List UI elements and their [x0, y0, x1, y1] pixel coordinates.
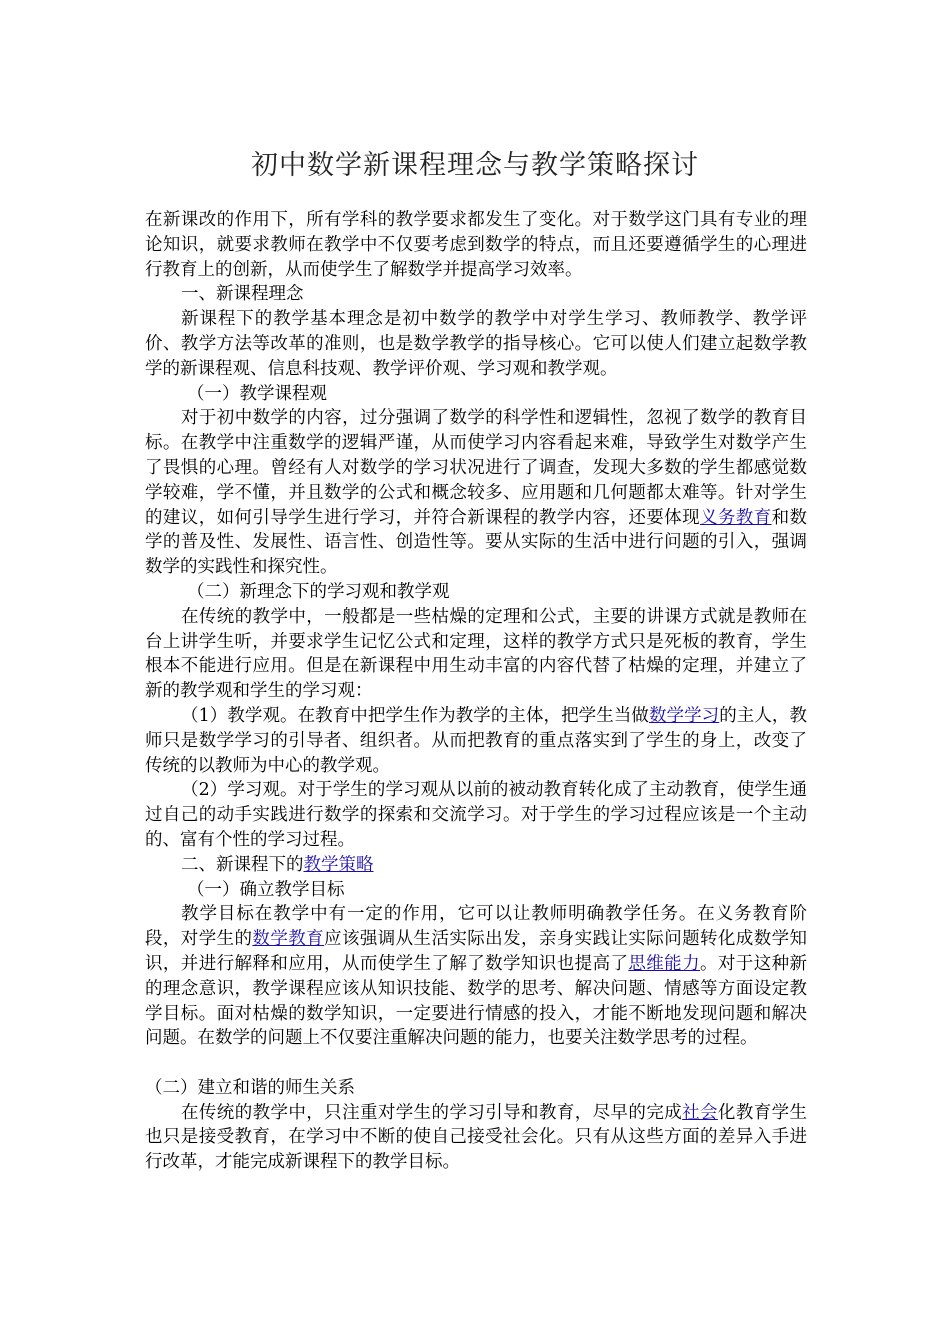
paragraph-teaching-goals [145, 902, 807, 1051]
paragraph-teaching-view [145, 704, 807, 778]
subsection-heading-2-1: （一）确立教学目标 [187, 879, 345, 900]
link-teaching-strategy[interactable]: 教学策略 [303, 854, 374, 875]
link-math-learning[interactable]: 数学学习 [648, 705, 720, 726]
text-span: 的主人，教师只是数学学习的引导者、组织者。从而把教育的重点落实到了学生的身上，改变了传统的以教师为中心的教学观。 [145, 705, 808, 776]
subsection-heading-1-2: （二）新理念下的学习观和教学观 [187, 581, 450, 602]
text-span: 化教育学生也只是接受教育，在学习中不断的使自己接受社会化。只有从这些方面的差异入手进行改革，才能完成新课程下的教学目标。 [145, 1102, 808, 1173]
subsection-heading-2-2: （二）建立和谐的师生关系 [145, 1077, 355, 1098]
paragraph-traditional-teaching: 在传统的教学中，一般都是一些枯燥的定理和公式，主要的讲课方式就是教师在台上讲学生听，并要求学生记忆公式和定理，这样的教学方式只是死板的教育，学生根本不能进行应用。但是在新课程中用生动丰富的内容代替了枯燥的定理，并建立了新的教学观和学生的学习观： [145, 606, 807, 702]
link-compulsory-education[interactable]: 义务教育 [699, 507, 772, 528]
document-body [145, 208, 807, 1175]
section-heading-2 [145, 853, 807, 878]
link-math-education[interactable]: 数学教育 [252, 929, 325, 950]
link-thinking-ability[interactable]: 思维能力 [628, 953, 700, 974]
paragraph-teacher-student [145, 1101, 807, 1175]
section-heading-1: 一、新课程理念 [181, 284, 304, 305]
text-span: 教学目标在教学中有一定的作用，它可以让教师明确教学任务。在义务教育阶段，对学生的 [145, 904, 807, 950]
paragraph-gap [145, 1051, 807, 1076]
text-span: 对于初中数学的内容，过分强调了数学的科学性和逻辑性，忽视了数学的教育目标。在教学中注重数学的逻辑严谨，从而使学习内容看起来难，导致学生对数学产生了畏惧的心理。曾经有人对数学的学习状况进行了调查，发现大多数的学生都感觉数学较难，学不懂，并且数学的公式和概念较多、应用题和几何题都太难等。针对学生的建议，如何引导学生进行学习，并符合新课程的教学内容，还要体现 [145, 408, 807, 528]
text-span: 和数学的普及性、发展性、语言性、创造性等。要从实际的生活中进行问题的引入，强调数学的实践性和探究性。 [145, 507, 808, 578]
text-span: （1）教学观。在教育中把学生作为教学的主体，把学生当做 [181, 705, 649, 726]
paragraph-curriculum-concept: 新课程下的教学基本理念是初中数学的教学中对学生学习、教师教学、教学评价、教学方法等改革的准则，也是数学教学的指导核心。它可以使人们建立起数学教学的新课程观、信息科技观、教学评价观、学习观和教学观。 [145, 309, 807, 379]
intro-paragraph: 在新课改的作用下，所有学科的教学要求都发生了变化。对于数学这门具有专业的理论知识，就要求教师在教学中不仅要考虑到数学的特点，而且还要遵循学生的心理进行教育上的创新，从而使学生了解数学并提高学习效率。 [145, 210, 807, 280]
text-span: 二、新课程下的 [181, 854, 304, 875]
text-span: 在传统的教学中，只注重对学生的学习引导和教育，尽早的完成 [181, 1102, 683, 1123]
link-society[interactable]: 社会 [682, 1102, 718, 1123]
subsection-heading-1-1: （一）教学课程观 [187, 383, 327, 404]
text-span: 。对于这种新的理念意识，教学课程应该从知识技能、数学的思考、解决问题、情感等方面设定教学目标。面对枯燥的数学知识，一定要进行情感的投入，才能不断地发现问题和解决问题。在数学的问题上不仅要注重解决问题的能力，也要关注数学思考的过程。 [145, 953, 808, 1049]
document-title: 初中数学新课程理念与教学策略探讨 [251, 150, 699, 181]
paragraph-learning-view: （2）学习观。对于学生的学习观从以前的被动教育转化成了主动教育，使学生通过自己的动手实践进行数学的探索和交流学习。对于学生的学习过程应该是一个主动的、富有个性的学习过程。 [145, 780, 807, 850]
paragraph-curriculum-view [145, 406, 807, 580]
text-span: 应该强调从生活实际出发，亲身实践让实际问题转化成数学知识，并进行解释和应用，从而使学生了解了数学知识也提高了 [145, 929, 808, 974]
